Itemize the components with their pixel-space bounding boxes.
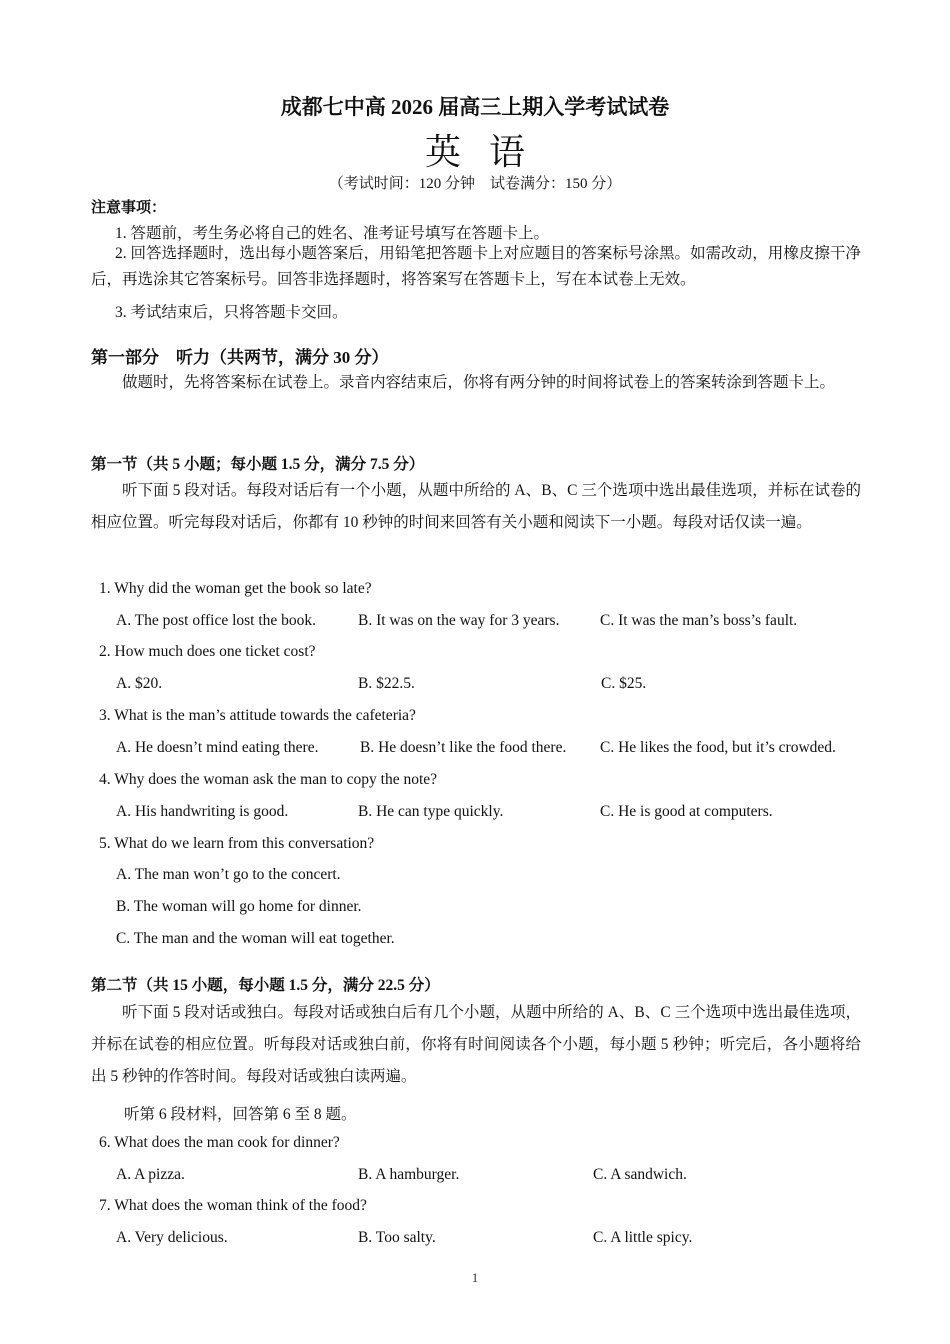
section1-intro	[91, 475, 861, 539]
question-7: 7. What does the woman think of the food?	[99, 1197, 367, 1214]
question-1: 1. Why did the woman get the book so late?	[99, 580, 372, 597]
question-6: 6. What does the man cook for dinner?	[99, 1134, 340, 1151]
question-5: 5. What do we learn from this conversation?	[99, 835, 375, 852]
option-c: C. $25.	[601, 675, 647, 692]
option-a: A. He doesn’t mind eating there.	[116, 739, 319, 756]
exam-meta: （考试时间：120 分钟 试卷满分：150 分）	[328, 176, 622, 192]
page-number: 1	[471, 1270, 479, 1285]
notice-item: 3. 考试结束后，只将答题卡交回。	[115, 304, 348, 321]
notice-item	[91, 241, 861, 293]
part1-intro-text: 做题时，先将答案标在试卷上。录音内容结束后，你将有两分钟的时间将试卷上的答案转涂到答题卡上。	[122, 374, 836, 391]
option-c: C. The man and the woman will eat together.	[116, 930, 395, 947]
option-a: A. The post office lost the book.	[116, 612, 317, 629]
option-a: A. $20.	[116, 675, 163, 692]
part1-intro	[91, 367, 861, 399]
section2-intro-text: 听下面 5 段对话或独白。每段对话或独白后有几个小题，从题中所给的 A、B、C 三个选项中选出最佳选项，并标在试卷的相应位置。听每段对话或独白前，你将有时间阅读各个小题，每小题 5 秒钟；听完后，各小题将给出 5 秒钟的作答时间。每段对话或独白读两遍。	[91, 1004, 861, 1085]
section1-intro-text: 听下面 5 段对话。每段对话后有一个小题，从题中所给的 A、B、C 三个选项中选出最佳选项，并标在试卷的相应位置。听完每段对话后，你都有 10 秒钟的时间来回答有关小题和阅读下一小题。每段对话仅读一遍。	[91, 482, 861, 531]
option-b: B. He can type quickly.	[358, 803, 504, 820]
subject-title: 英语	[424, 132, 553, 172]
option-b: B. A hamburger.	[358, 1166, 460, 1183]
option-b: B. $22.5.	[358, 675, 415, 692]
question-2: 2. How much does one ticket cost?	[99, 643, 316, 660]
option-c: C. A little spicy.	[593, 1229, 693, 1246]
option-a: A. Very delicious.	[116, 1229, 228, 1246]
notice-item-text: 2. 回答选择题时，选出每小题答案后，用铅笔把答题卡上对应题目的答案标号涂黑。如需改动，用橡皮擦干净后，再选涂其它答案标号。回答非选择题时，将答案写在答题卡上，写在本试卷上无效。	[91, 245, 861, 288]
option-b: B. The woman will go home for dinner.	[116, 898, 362, 915]
notice-item: 1. 答题前，考生务必将自己的姓名、准考证号填写在答题卡上。	[115, 225, 550, 242]
option-a: A. His handwriting is good.	[116, 803, 289, 820]
option-b: B. He doesn’t like the food there.	[360, 739, 567, 756]
notice-heading: 注意事项：	[91, 200, 167, 216]
option-c: C. He is good at computers.	[600, 803, 773, 820]
part1-heading: 第一部分 听力（共两节，满分 30 分）	[91, 348, 389, 367]
question-4: 4. Why does the woman ask the man to copy the note?	[99, 771, 438, 788]
option-b: B. It was on the way for 3 years.	[358, 612, 560, 629]
option-a: A. The man won’t go to the concert.	[116, 866, 341, 883]
option-c: C. It was the man’s boss’s fault.	[600, 612, 798, 629]
option-c: C. A sandwich.	[593, 1166, 687, 1183]
section2-intro	[91, 997, 861, 1093]
exam-title: 成都七中高 2026 届高三上期入学考试试卷	[280, 95, 670, 119]
option-c: C. He likes the food, but it’s crowded.	[600, 739, 836, 756]
question-3: 3. What is the man’s attitude towards the cafeteria?	[99, 707, 416, 724]
option-b: B. Too salty.	[358, 1229, 436, 1246]
section2-heading: 第二节（共 15 小题，每小题 1.5 分，满分 22.5 分）	[91, 977, 440, 994]
section1-heading: 第一节（共 5 小题；每小题 1.5 分，满分 7.5 分）	[91, 456, 425, 473]
option-a: A. A pizza.	[116, 1166, 185, 1183]
material-instruction: 听第 6 段材料，回答第 6 至 8 题。	[124, 1106, 357, 1123]
